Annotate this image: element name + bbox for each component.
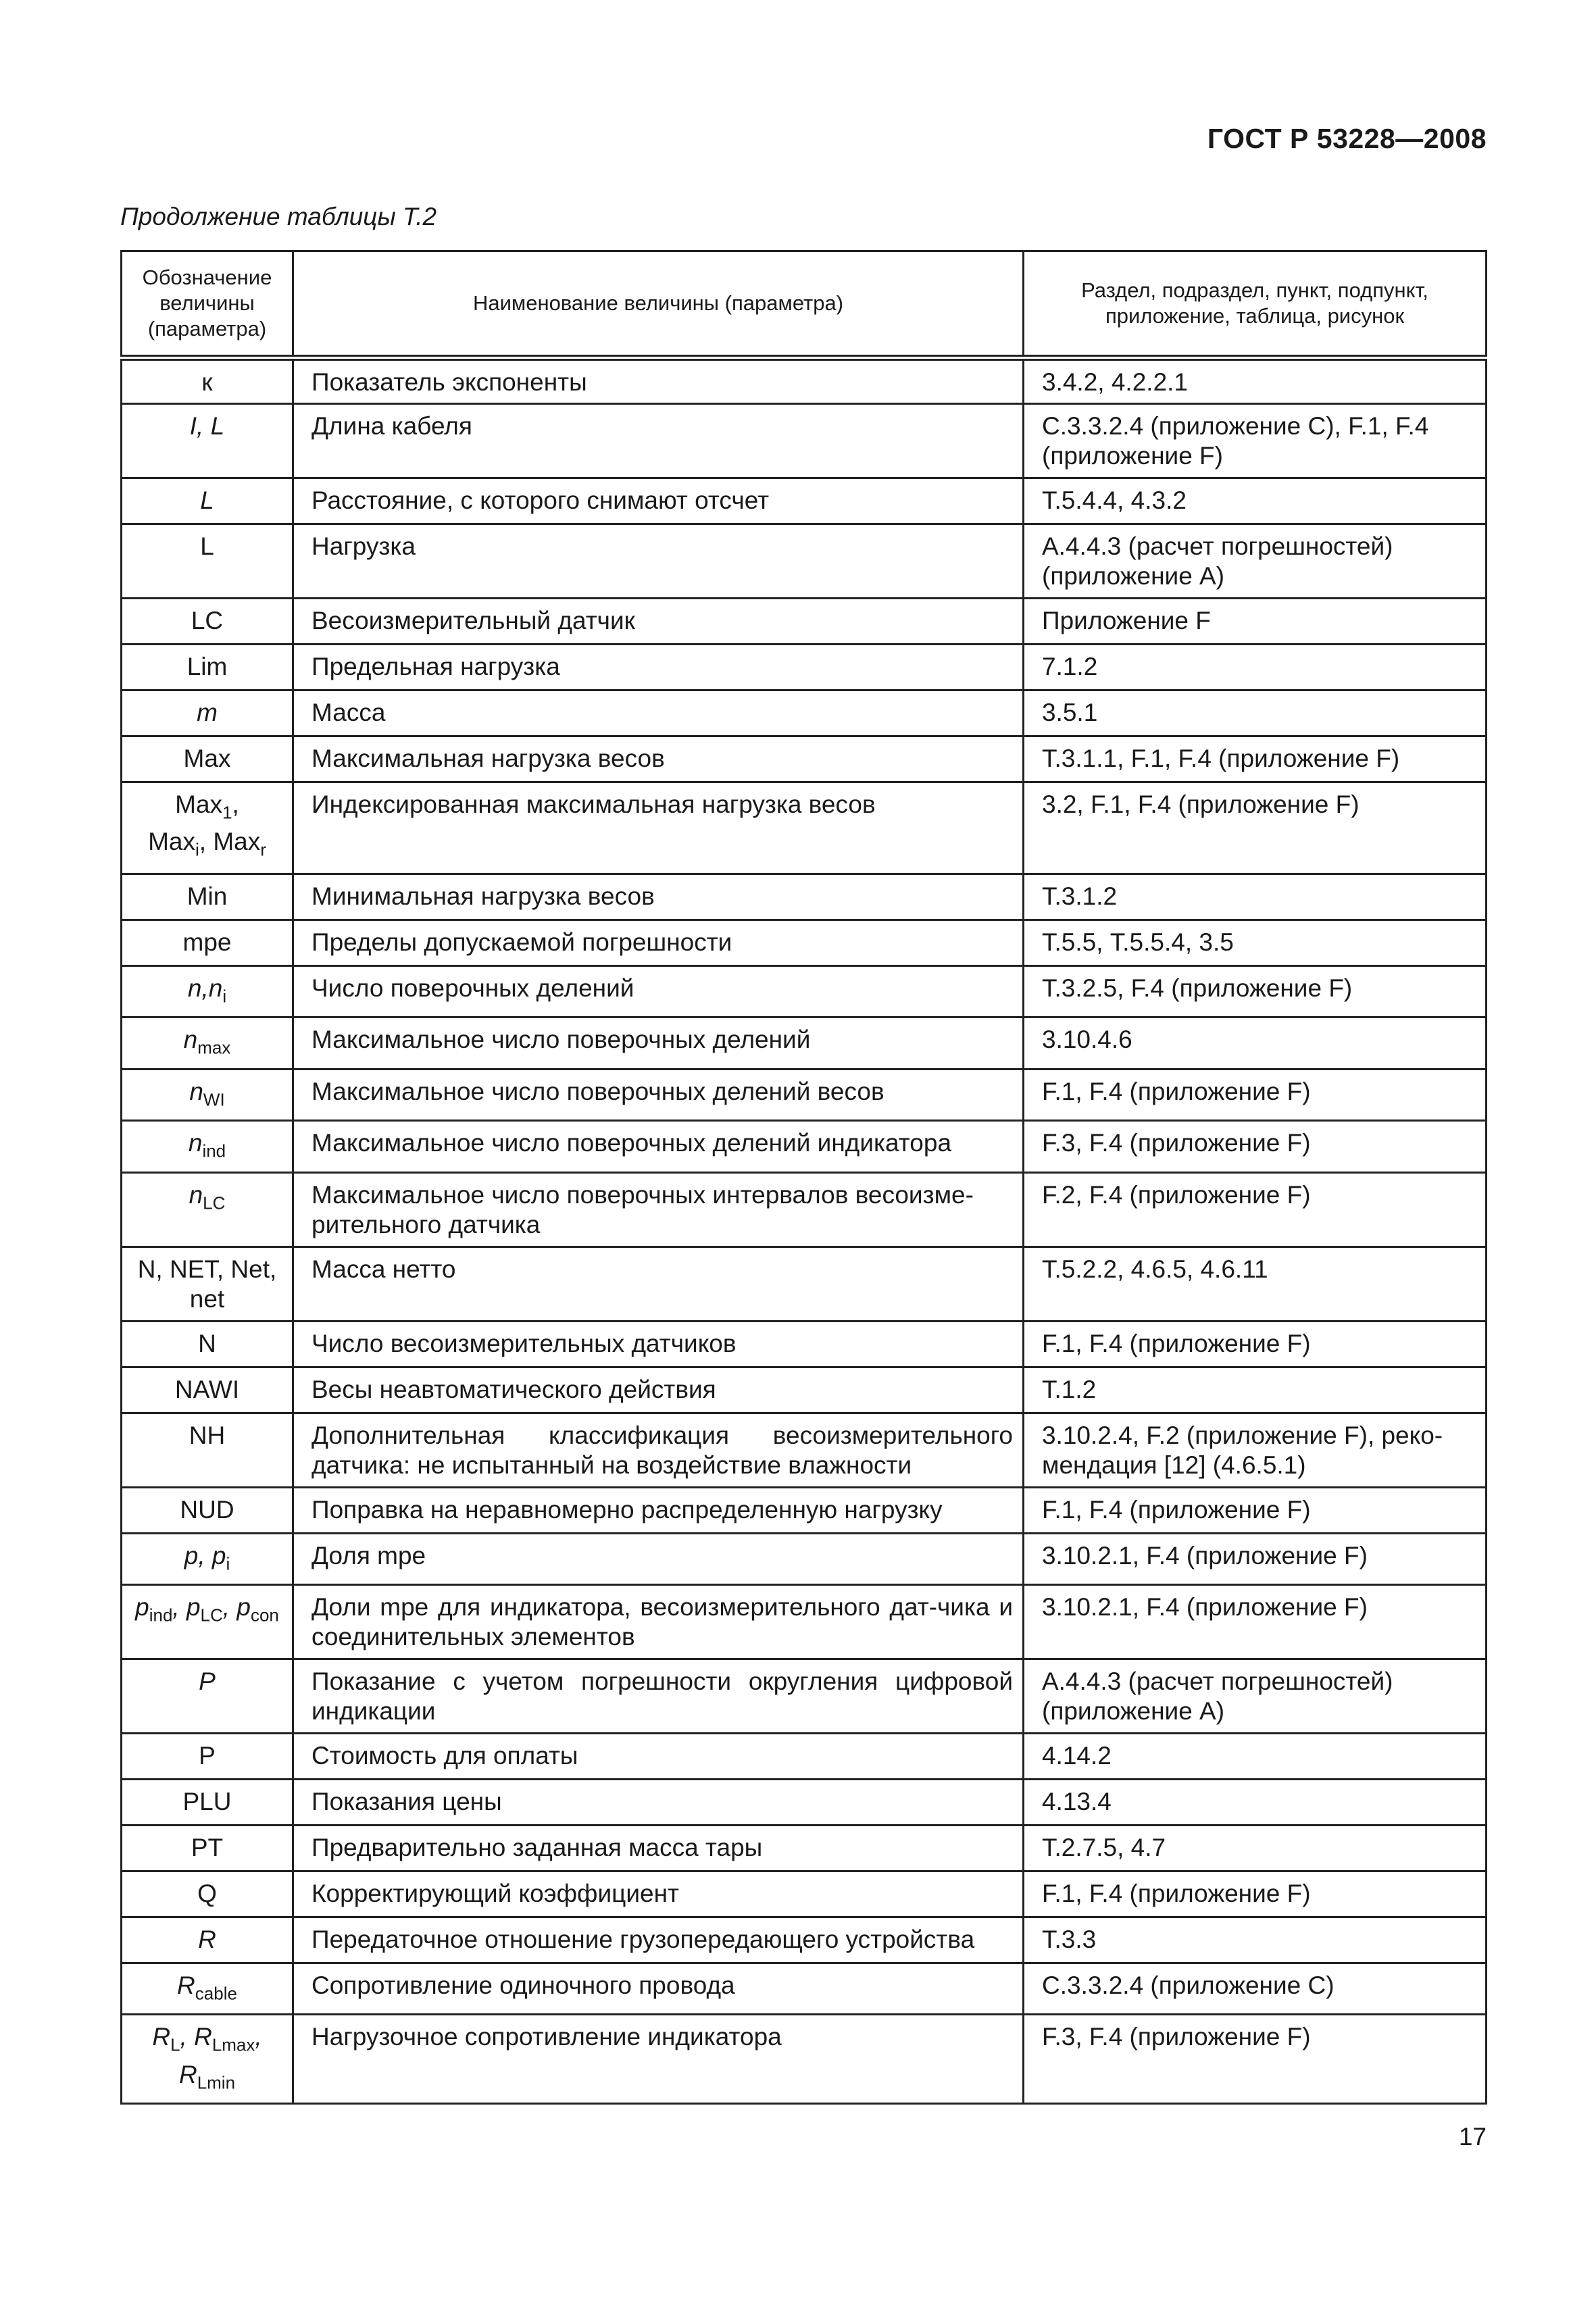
reference-cell: Т.3.1.2 — [1024, 874, 1487, 920]
name-cell: Максимальная нагрузка весов — [293, 736, 1024, 782]
name-cell: Доли mpe для индикатора, весоизмерительного дат-чика и соединительных элементов — [293, 1584, 1024, 1659]
table-row — [122, 1321, 1487, 1367]
name-cell: Максимальное число поверочных делений — [293, 1017, 1024, 1069]
symbol-cell: N — [122, 1321, 293, 1367]
symbol-cell: Max — [122, 736, 293, 782]
symbol-cell: L — [122, 478, 293, 524]
symbol-cell: $n_{LC}$ — [122, 1172, 293, 1247]
reference-cell: Т.3.1.1, F.1, F.4 (приложение F) — [1024, 736, 1487, 782]
table-row — [122, 524, 1487, 599]
name-cell: Максимальное число поверочных делений индикатора — [293, 1121, 1024, 1172]
table-row — [122, 1963, 1487, 2014]
name-cell: Пределы допускаемой погрешности — [293, 920, 1024, 966]
name-cell: Поправка на неравномерно распределенную нагрузку — [293, 1487, 1024, 1533]
symbols-table-container — [120, 250, 1485, 2105]
table-row — [122, 782, 1487, 874]
reference-cell: F.1, F.4 (приложение F) — [1024, 1321, 1487, 1367]
name-cell: Предварительно заданная масса тары — [293, 1825, 1024, 1871]
column-header-reference: Раздел, подраздел, пункт, подпункт, приложение, таблица, рисунок — [1024, 251, 1487, 358]
table-row — [122, 1121, 1487, 1172]
table-row — [122, 1917, 1487, 1963]
table-row — [122, 1871, 1487, 1917]
table-row — [122, 1533, 1487, 1584]
table-row — [122, 1659, 1487, 1733]
symbol-cell: N, NET, Net, net — [122, 1247, 293, 1321]
column-header-symbol: Обозначение величины (параметра) — [122, 251, 293, 358]
symbol-cell: $n,n_i$ — [122, 966, 293, 1017]
name-cell: Число поверочных делений — [293, 966, 1024, 1017]
reference-cell: Приложение F — [1024, 599, 1487, 645]
symbol-cell: PT — [122, 1825, 293, 1871]
symbol-cell: $R_L$, $R_{Lmax}$, $R_{Lmin}$ — [122, 2015, 293, 2104]
table-header — [122, 251, 1487, 358]
table-caption: Продолжение таблицы Т.2 — [120, 203, 437, 230]
reference-cell: 3.10.2.1, F.4 (приложение F) — [1024, 1533, 1487, 1584]
name-cell: Расстояние, с которого снимают отсчет — [293, 478, 1024, 524]
symbol-cell: к — [122, 358, 293, 404]
symbol-cell: $n_{max}$ — [122, 1017, 293, 1069]
name-cell: Сопротивление одиночного провода — [293, 1963, 1024, 2014]
name-cell: Весоизмерительный датчик — [293, 599, 1024, 645]
reference-cell: Т.2.7.5, 4.7 — [1024, 1825, 1487, 1871]
table-row — [122, 1367, 1487, 1413]
name-cell: Нагрузка — [293, 524, 1024, 599]
reference-cell: F.1, F.4 (приложение F) — [1024, 1871, 1487, 1917]
column-header-name: Наименование величины (параметра) — [293, 251, 1024, 358]
table-row — [122, 2015, 1487, 2104]
symbol-cell: L — [122, 524, 293, 599]
name-cell: Индексированная максимальная нагрузка весов — [293, 782, 1024, 874]
table-row — [122, 478, 1487, 524]
symbol-cell: NUD — [122, 1487, 293, 1533]
table-row — [122, 1487, 1487, 1533]
name-cell: Нагрузочное сопротивление индикатора — [293, 2015, 1024, 2104]
table-row — [122, 920, 1487, 966]
standard-designation: ГОСТ Р 53228—2008 — [1207, 123, 1487, 154]
table-row — [122, 1584, 1487, 1659]
reference-cell: F.1, F.4 (приложение F) — [1024, 1069, 1487, 1120]
reference-cell: Т.5.2.2, 4.6.5, 4.6.11 — [1024, 1247, 1487, 1321]
symbol-cell: $n_{ind}$ — [122, 1121, 293, 1172]
reference-cell: 3.4.2, 4.2.2.1 — [1024, 358, 1487, 404]
symbol-cell: I, L — [122, 404, 293, 478]
symbol-cell: p, $p_i$ — [122, 1533, 293, 1584]
table-row — [122, 599, 1487, 645]
table-row — [122, 874, 1487, 920]
symbol-cell: $R_{cable}$ — [122, 1963, 293, 2014]
name-cell: Показатель экспоненты — [293, 358, 1024, 404]
reference-cell: 3.5.1 — [1024, 690, 1487, 736]
table-row — [122, 736, 1487, 782]
reference-cell: 3.10.4.6 — [1024, 1017, 1487, 1069]
table-row — [122, 1069, 1487, 1120]
name-cell: Передаточное отношение грузопередающего устройства — [293, 1917, 1024, 1963]
reference-cell: 4.13.4 — [1024, 1779, 1487, 1825]
reference-cell: С.3.3.2.4 (приложение С) — [1024, 1963, 1487, 2014]
symbol-cell: Lim — [122, 645, 293, 690]
reference-cell: F.3, F.4 (приложение F) — [1024, 2015, 1487, 2104]
reference-cell: А.4.4.3 (расчет погрешностей) (приложение А) — [1024, 1659, 1487, 1733]
reference-cell: 7.1.2 — [1024, 645, 1487, 690]
table-row — [122, 690, 1487, 736]
table-row — [122, 1779, 1487, 1825]
symbol-cell: R — [122, 1917, 293, 1963]
name-cell: Длина кабеля — [293, 404, 1024, 478]
table-row — [122, 1172, 1487, 1247]
name-cell: Масса нетто — [293, 1247, 1024, 1321]
name-cell: Доля mpe — [293, 1533, 1024, 1584]
table-row — [122, 966, 1487, 1017]
name-cell: Весы неавтоматического действия — [293, 1367, 1024, 1413]
reference-cell: F.2, F.4 (приложение F) — [1024, 1172, 1487, 1247]
name-cell: Показания цены — [293, 1779, 1024, 1825]
reference-cell: Т.5.5, Т.5.5.4, 3.5 — [1024, 920, 1487, 966]
symbol-cell: $n_{WI}$ — [122, 1069, 293, 1120]
table-row — [122, 1413, 1487, 1487]
reference-cell: Т.3.3 — [1024, 1917, 1487, 1963]
table-row — [122, 645, 1487, 690]
table-row — [122, 404, 1487, 478]
table-row — [122, 1733, 1487, 1779]
table-row — [122, 1017, 1487, 1069]
table-row — [122, 358, 1487, 404]
name-cell: Дополнительная классификация весоизмерительного датчика: не испытанный на воздействие влажности — [293, 1413, 1024, 1487]
reference-cell: С.3.3.2.4 (приложение С), F.1, F.4 (приложение F) — [1024, 404, 1487, 478]
name-cell: Число весоизмерительных датчиков — [293, 1321, 1024, 1367]
symbol-cell: LC — [122, 599, 293, 645]
reference-cell: Т.1.2 — [1024, 1367, 1487, 1413]
symbol-cell: P — [122, 1659, 293, 1733]
name-cell: Минимальная нагрузка весов — [293, 874, 1024, 920]
reference-cell: А.4.4.3 (расчет погрешностей) (приложение А) — [1024, 524, 1487, 599]
reference-cell: 4.14.2 — [1024, 1733, 1487, 1779]
reference-cell: 3.2, F.1, F.4 (приложение F) — [1024, 782, 1487, 874]
name-cell: Предельная нагрузка — [293, 645, 1024, 690]
table-row — [122, 1247, 1487, 1321]
name-cell: Стоимость для оплаты — [293, 1733, 1024, 1779]
symbol-cell: Min — [122, 874, 293, 920]
name-cell: Показание с учетом погрешности округления цифровой индикации — [293, 1659, 1024, 1733]
table-body — [122, 358, 1487, 2104]
symbol-cell: m — [122, 690, 293, 736]
table-row — [122, 1825, 1487, 1871]
reference-cell: F.3, F.4 (приложение F) — [1024, 1121, 1487, 1172]
name-cell: Масса — [293, 690, 1024, 736]
symbol-cell: $p_{ind}$, $p_{LC}$, $p_{con}$ — [122, 1584, 293, 1659]
symbol-cell: NAWI — [122, 1367, 293, 1413]
symbol-cell: Max$_1$, Max$_i$, Max$_r$ — [122, 782, 293, 874]
symbol-cell: NH — [122, 1413, 293, 1487]
name-cell: Максимальное число поверочных делений весов — [293, 1069, 1024, 1120]
symbol-cell: mpe — [122, 920, 293, 966]
reference-cell: F.1, F.4 (приложение F) — [1024, 1487, 1487, 1533]
reference-cell: 3.10.2.1, F.4 (приложение F) — [1024, 1584, 1487, 1659]
name-cell: Максимальное число поверочных интервалов весоизме-рительного датчика — [293, 1172, 1024, 1247]
symbol-cell: PLU — [122, 1779, 293, 1825]
symbols-table — [120, 250, 1487, 2105]
name-cell: Корректирующий коэффициент — [293, 1871, 1024, 1917]
reference-cell: Т.3.2.5, F.4 (приложение F) — [1024, 966, 1487, 1017]
symbol-cell: Q — [122, 1871, 293, 1917]
page-number: 17 — [1458, 2123, 1487, 2150]
symbol-cell: P — [122, 1733, 293, 1779]
reference-cell: Т.5.4.4, 4.3.2 — [1024, 478, 1487, 524]
reference-cell: 3.10.2.4, F.2 (приложение F), реко-мендация [12] (4.6.5.1) — [1024, 1413, 1487, 1487]
